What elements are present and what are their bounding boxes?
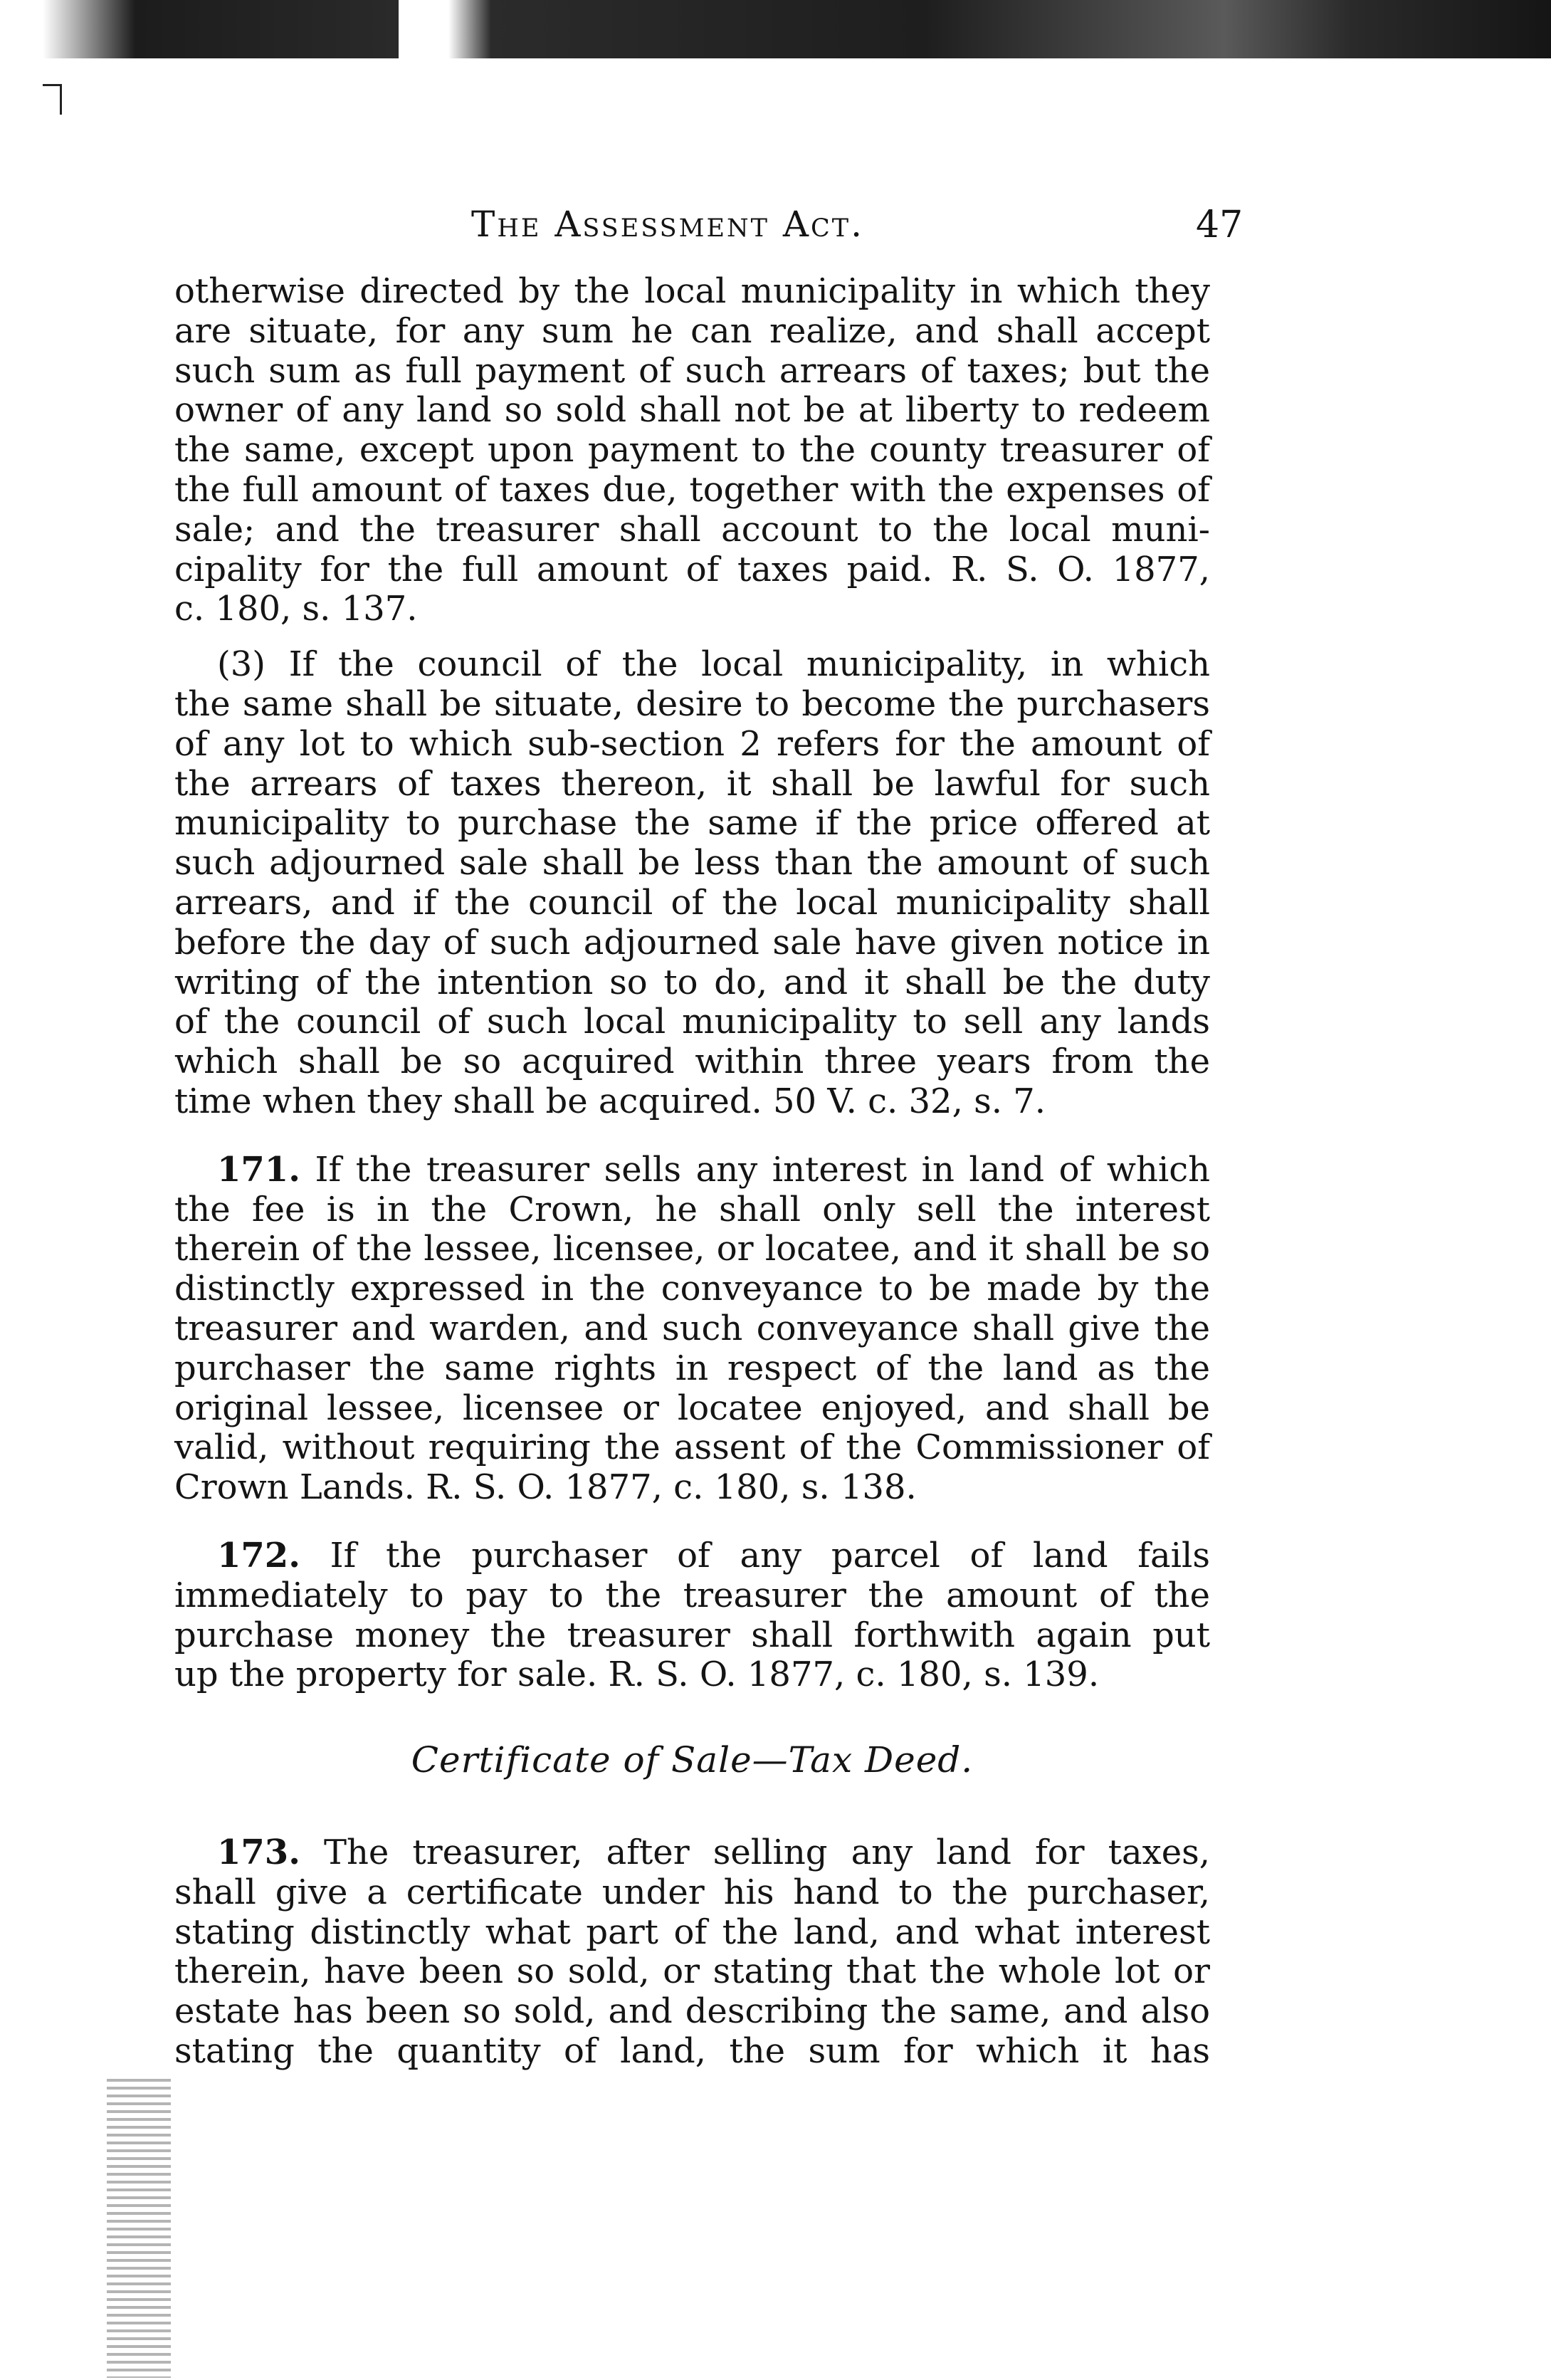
scan-border-artifact [0,0,1551,58]
text-line: which shall be so acquired within three years from the [174,1042,1210,1082]
text-line [174,1150,1210,1190]
text-line: such sum as full payment of such arrears of taxes; but the [174,350,1210,391]
text-line: up the property for sale. R. S. O. 1877, c. 180, s. 139. [174,1655,1100,1695]
text-line: stating distinctly what part of the land, and what interest [174,1912,1210,1952]
text-line: distinctly expressed in the conveyance to be made by the [174,1269,1210,1309]
text-line: writing of the intention so to do, and it shall be the duty [174,962,1210,1002]
text-line: valid, without requiring the assent of the Commissioner of [174,1427,1210,1468]
text-line: otherwise directed by the local municipality in which they [174,271,1210,311]
section-heading: Certificate of Sale—Tax Deed. [411,1739,974,1781]
text-line: of any lot to which sub-section 2 refers for the amount of [174,723,1210,764]
text-line: sale; and the treasurer shall account to the local muni- [174,509,1210,550]
text-line: such adjourned sale shall be less than the amount of such [174,843,1210,884]
paragraph-continuation [174,272,1210,629]
page-body [174,272,1210,2072]
text-span: If the treasurer sells any interest in land of which [300,1149,1210,1190]
section-171 [174,1150,1210,1508]
text-line: immediately to pay to the treasurer the amount of the [174,1575,1210,1615]
text-line: time when they shall be acquired. 50 V. c. 32, s. 7. [174,1081,1046,1121]
text-line: of the council of such local municipality to sell any lands [174,1002,1210,1042]
text-line: c. 180, s. 137. [174,589,418,629]
text-line: the arrears of taxes thereon, it shall be lawful for such [174,763,1210,804]
text-line: purchaser the same rights in respect of the land as the [174,1348,1210,1388]
running-head [178,204,1244,253]
text-line: municipality to purchase the same if the price offered at [174,803,1210,844]
text-line: shall give a certificate under his hand to the purchaser, [174,1872,1210,1912]
running-title: The Assessment Act. [471,204,865,245]
text-line: the same shall be situate, desire to become the purchasers [174,683,1210,724]
text-line: stating the quantity of land, the sum for which it has [174,2031,1210,2072]
page-number: 47 [1196,204,1244,246]
text-span: If the purchaser of any parcel of land fails [300,1535,1210,1576]
text-line: the same, except upon payment to the county treasurer of [174,430,1210,471]
section-173 [174,1833,1210,2072]
text-line: therein, have been so sold, or stating that the whole lot or [174,1951,1210,1992]
text-line [174,1833,1210,1873]
text-line [174,1536,1210,1576]
text-line: owner of any land so sold shall not be at liberty to redeem [174,390,1210,431]
scan-edge-smudge [107,2079,171,2378]
text-line: therein of the lessee, licensee, or locatee, and it shall be so [174,1229,1210,1269]
paragraph-subsection-3 [174,645,1210,1122]
scan-gap [399,0,448,58]
text-span: The treasurer, after selling any land for taxes, [300,1833,1210,1873]
scan-corner-mark [43,84,62,115]
text-line: estate has been so sold, and describing the same, and also [174,1991,1210,2032]
text-line: purchase money the treasurer shall forthwith again put [174,1615,1210,1655]
text-line: cipality for the full amount of taxes paid. R. S. O. 1877, [174,549,1210,589]
text-line: arrears, and if the council of the local municipality shall [174,882,1210,923]
text-line: the full amount of taxes due, together with the expenses of [174,469,1210,510]
section-number: 171. [217,1149,300,1190]
section-number: 172. [217,1535,300,1576]
section-172 [174,1536,1210,1695]
text-line: (3) If the council of the local municipality, in which [217,644,1210,685]
text-line: treasurer and warden, and such conveyance shall give the [174,1308,1210,1348]
text-line: are situate, for any sum he can realize, and shall accept [174,310,1210,351]
text-line: the fee is in the Crown, he shall only sell the interest [174,1189,1210,1230]
text-line: before the day of such adjourned sale have given notice in [174,922,1210,963]
section-number: 173. [217,1833,300,1873]
text-line: original lessee, licensee or locatee enjoyed, and shall be [174,1388,1210,1428]
text-line: Crown Lands. R. S. O. 1877, c. 180, s. 138. [174,1467,917,1508]
